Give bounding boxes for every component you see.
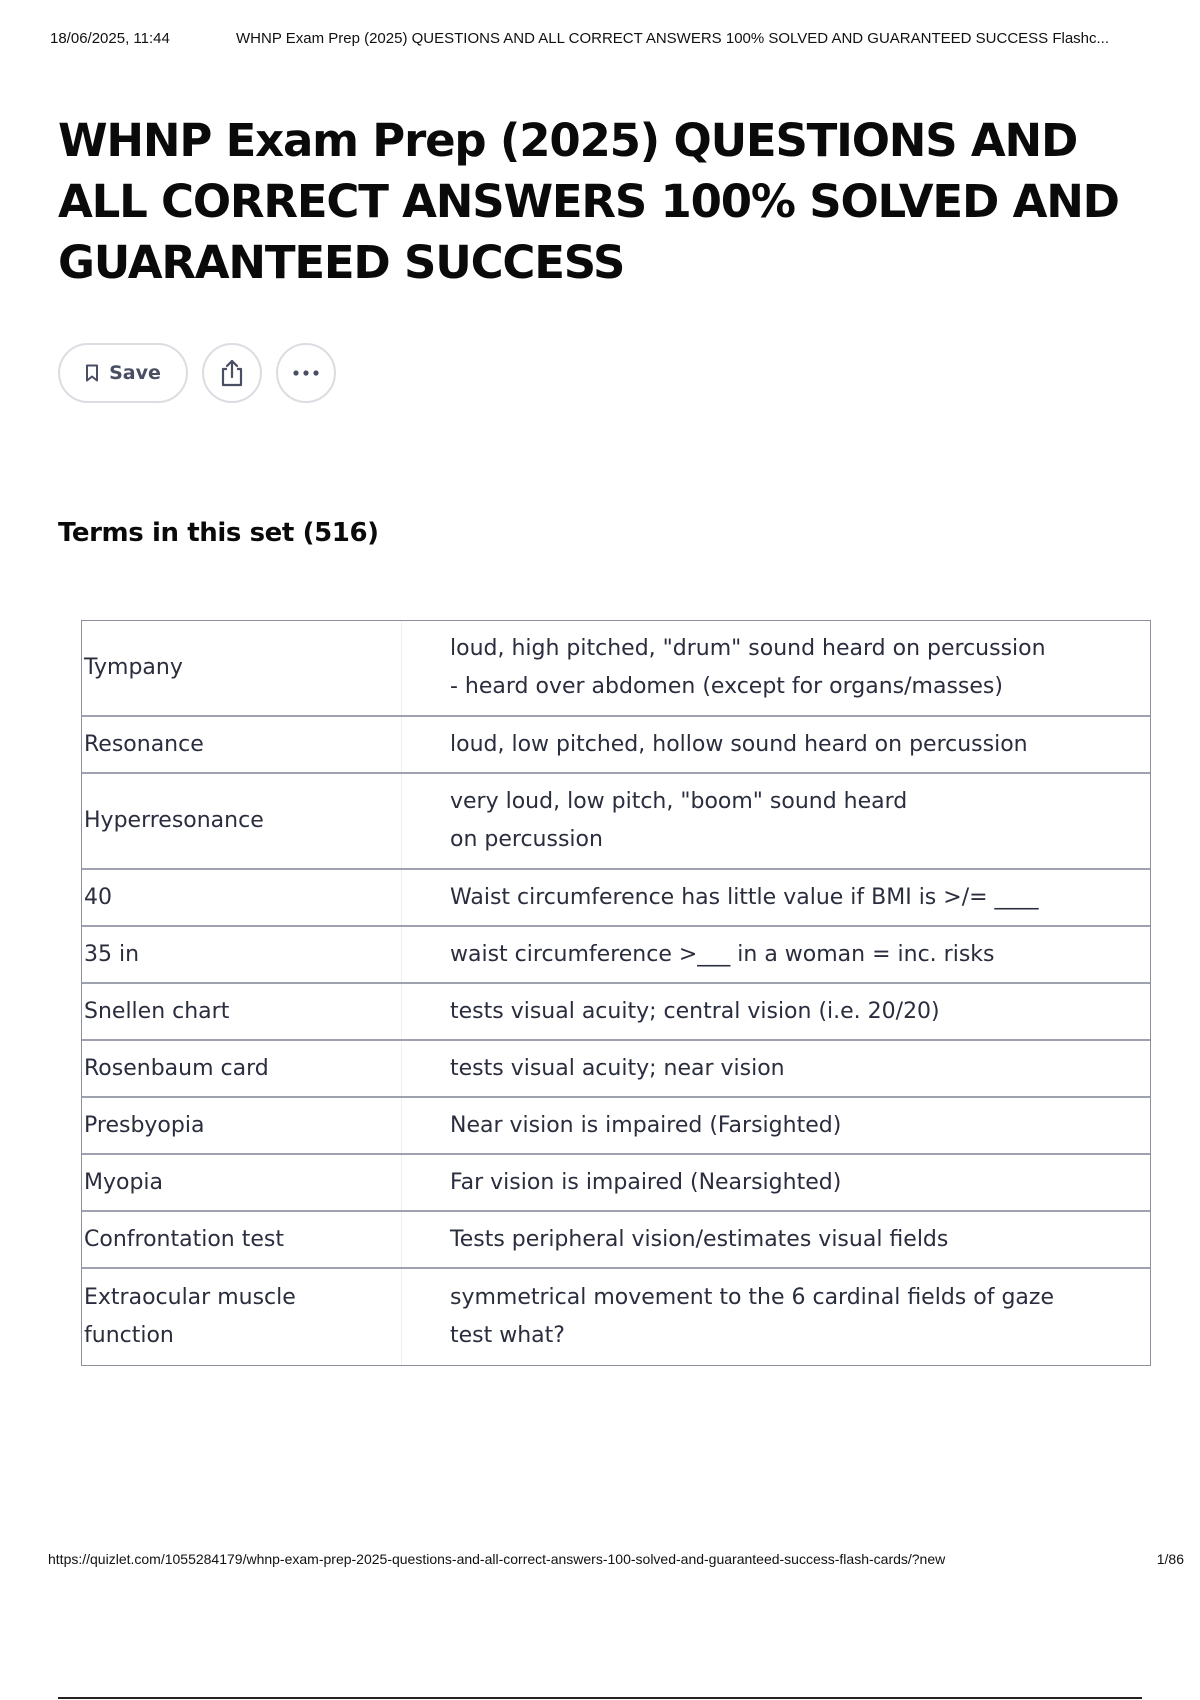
- table-row: [82, 774, 1150, 870]
- print-header: [50, 30, 1180, 47]
- terms-table: [81, 620, 1151, 1366]
- more-options-button[interactable]: [276, 343, 336, 403]
- term-cell: [82, 1269, 402, 1365]
- definition-cell: tests visual acuity; central vision (i.e. 20/20): [450, 998, 940, 1024]
- table-row: [82, 1212, 1150, 1269]
- table-row: [82, 621, 1150, 717]
- table-row: [82, 1155, 1150, 1212]
- table-row: [82, 927, 1150, 984]
- definition-text: loud, high pitched, "drum" sound heard on percussion - heard over abdomen (except for organs/masses): [450, 636, 1046, 699]
- print-url: https://quizlet.com/1055284179/whnp-exam-prep-2025-questions-and-all-correct-answers-100-solved-and-guaranteed-success-flash-cards/?new: [48, 1551, 946, 1567]
- definition-cell: [402, 1269, 1150, 1365]
- term-cell: Myopia: [82, 1155, 402, 1210]
- term-cell: Hyperresonance: [82, 774, 402, 868]
- table-row: [82, 870, 1150, 927]
- table-row: [82, 1098, 1150, 1155]
- definition-cell: Near vision is impaired (Farsighted): [450, 1112, 842, 1138]
- definition-cell: [402, 774, 1150, 868]
- definition-cell: waist circumference >___ in a woman = inc. risks: [450, 941, 995, 967]
- terms-heading: Terms in this set (516): [58, 518, 379, 548]
- term-cell: Rosenbaum card: [82, 1041, 402, 1096]
- page-title: WHNP Exam Prep (2025) QUESTIONS AND ALL CORRECT ANSWERS 100% SOLVED AND GUARANTEED SUCCESS: [58, 114, 1119, 289]
- table-row: [82, 984, 1150, 1041]
- more-horizontal-icon: [292, 370, 320, 376]
- print-datetime: 18/06/2025, 11:44: [50, 30, 170, 47]
- term-cell: 35 in: [82, 927, 402, 982]
- definition-cell: [402, 621, 1150, 715]
- save-button[interactable]: [58, 343, 188, 403]
- definition-cell: Far vision is impaired (Nearsighted): [450, 1169, 842, 1195]
- divider: [58, 1697, 1142, 1699]
- print-doc-title: WHNP Exam Prep (2025) QUESTIONS AND ALL CORRECT ANSWERS 100% SOLVED AND GUARANTEED SUCCESS Flashc...: [236, 30, 1110, 47]
- save-button-label: Save: [109, 362, 161, 384]
- term-cell: Tympany: [82, 621, 402, 715]
- definition-text: symmetrical movement to the 6 cardinal fields of gaze test what?: [450, 1285, 1054, 1348]
- table-row: [82, 1041, 1150, 1098]
- term-text: Extraocular muscle function: [84, 1285, 296, 1348]
- term-cell: Resonance: [82, 717, 402, 772]
- definition-cell: Waist circumference has little value if BMI is >/= ____: [450, 884, 1039, 910]
- table-row: [82, 1269, 1150, 1365]
- term-cell: Presbyopia: [82, 1098, 402, 1153]
- bookmark-icon: [85, 364, 99, 382]
- term-cell: Snellen chart: [82, 984, 402, 1039]
- table-row: [82, 717, 1150, 774]
- definition-cell: tests visual acuity; near vision: [450, 1055, 785, 1081]
- share-icon: [219, 359, 245, 387]
- share-button[interactable]: [202, 343, 262, 403]
- term-cell: Confrontation test: [82, 1212, 402, 1267]
- definition-text: very loud, low pitch, "boom" sound heard on percussion: [450, 789, 908, 852]
- action-bar: [58, 343, 336, 403]
- definition-cell: loud, low pitched, hollow sound heard on percussion: [450, 731, 1028, 757]
- page-indicator: 1/86: [1156, 1551, 1184, 1567]
- term-cell: 40: [82, 870, 402, 925]
- print-footer: [48, 1551, 1184, 1567]
- definition-cell: Tests peripheral vision/estimates visual fields: [450, 1226, 949, 1252]
